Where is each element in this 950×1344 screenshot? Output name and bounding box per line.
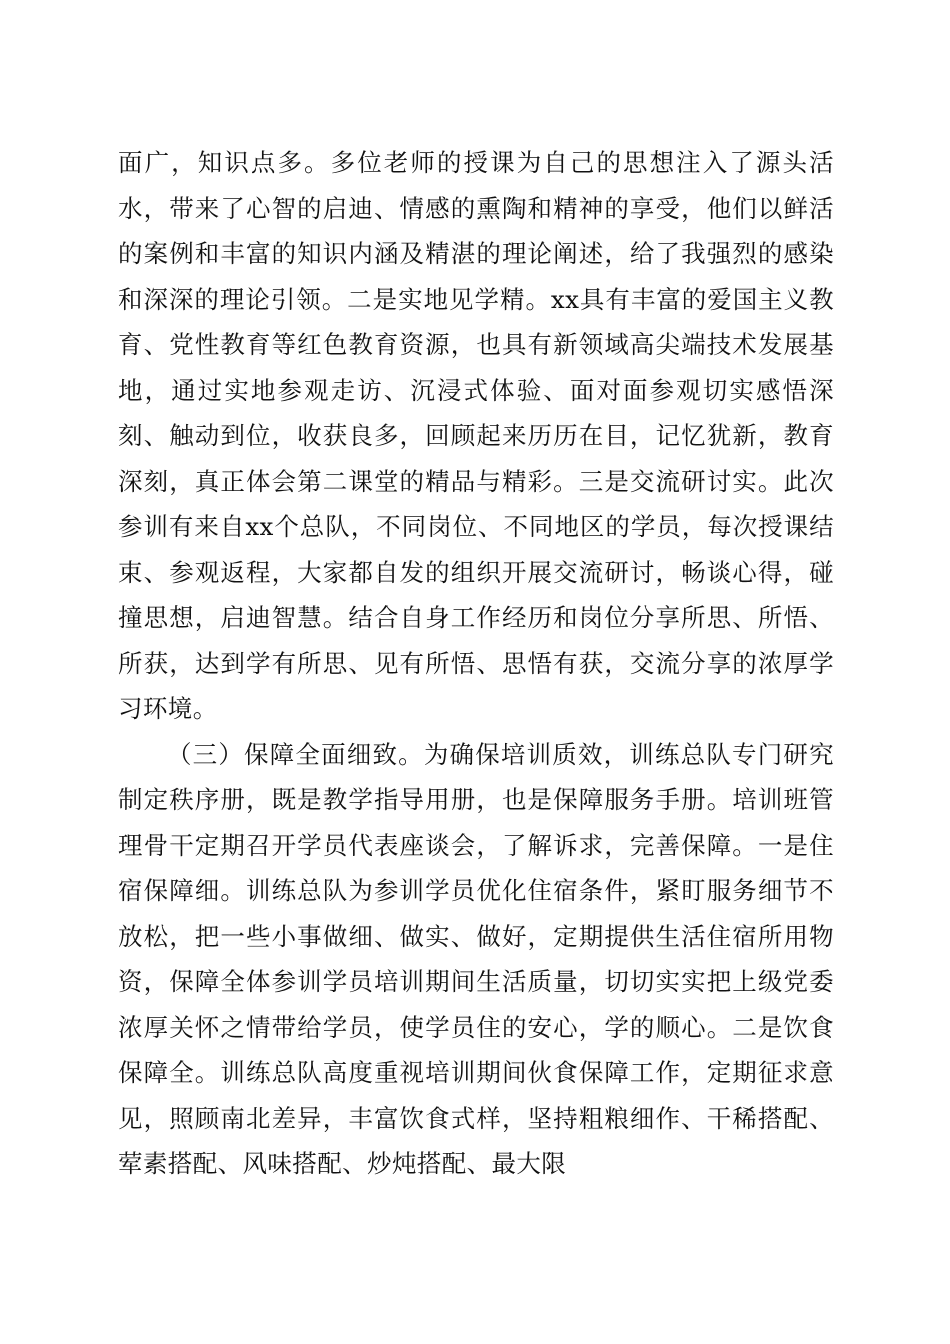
body-text [118,140,834,1187]
paragraph-section-three: （三）保障全面细致。为确保培训质效，训练总队专门研究制定秩序册，既是教学指导用册，也是保障服务手册。培训班管理骨干定期召开学员代表座谈会，了解诉求，完善保障。一是住宿保障细。训练总队为参训学员优化住宿条件，紧盯服务细节不放松，把一些小事做细、做实、做好，定期提供生活住宿所用物资，保障全体参训学员培训期间生活质量，切切实实把上级党委浓厚关怀之情带给学员，使学员住的安心，学的顺心。二是饮食保障全。训练总队高度重视培训期间伙食保障工作，定期征求意见，照顾南北差异，丰富饮食式样，坚持粗粮细作、干稀搭配、荤素搭配、风味搭配、炒炖搭配、最大限 [118,739,834,1178]
paragraph-continuation: 面广，知识点多。多位老师的授课为自己的思想注入了源头活水，带来了心智的启迪、情感的熏陶和精神的享受，他们以鲜活的案例和丰富的知识内涵及精湛的理论阐述，给了我强烈的感染和深深的理论引领。二是实地见学精。xx具有丰富的爱国主义教育、党性教育等红色教育资源，也具有新领域高尖端技术发展基地，通过实地参观走访、沉浸式体验、面对面参观切实感悟深刻、触动到位，收获良多，回顾起来历历在目，记忆犹新，教育深刻，真正体会第二课堂的精品与精彩。三是交流研讨实。此次参训有来自xx个总队，不同岗位、不同地区的学员，每次授课结束、参观返程，大家都自发的组织开展交流研讨，畅谈心得，碰撞思想，启迪智慧。结合自身工作经历和岗位分享所思、所悟、所获，达到学有所思、见有所悟、思悟有获，交流分享的浓厚学习环境。 [118,148,834,723]
